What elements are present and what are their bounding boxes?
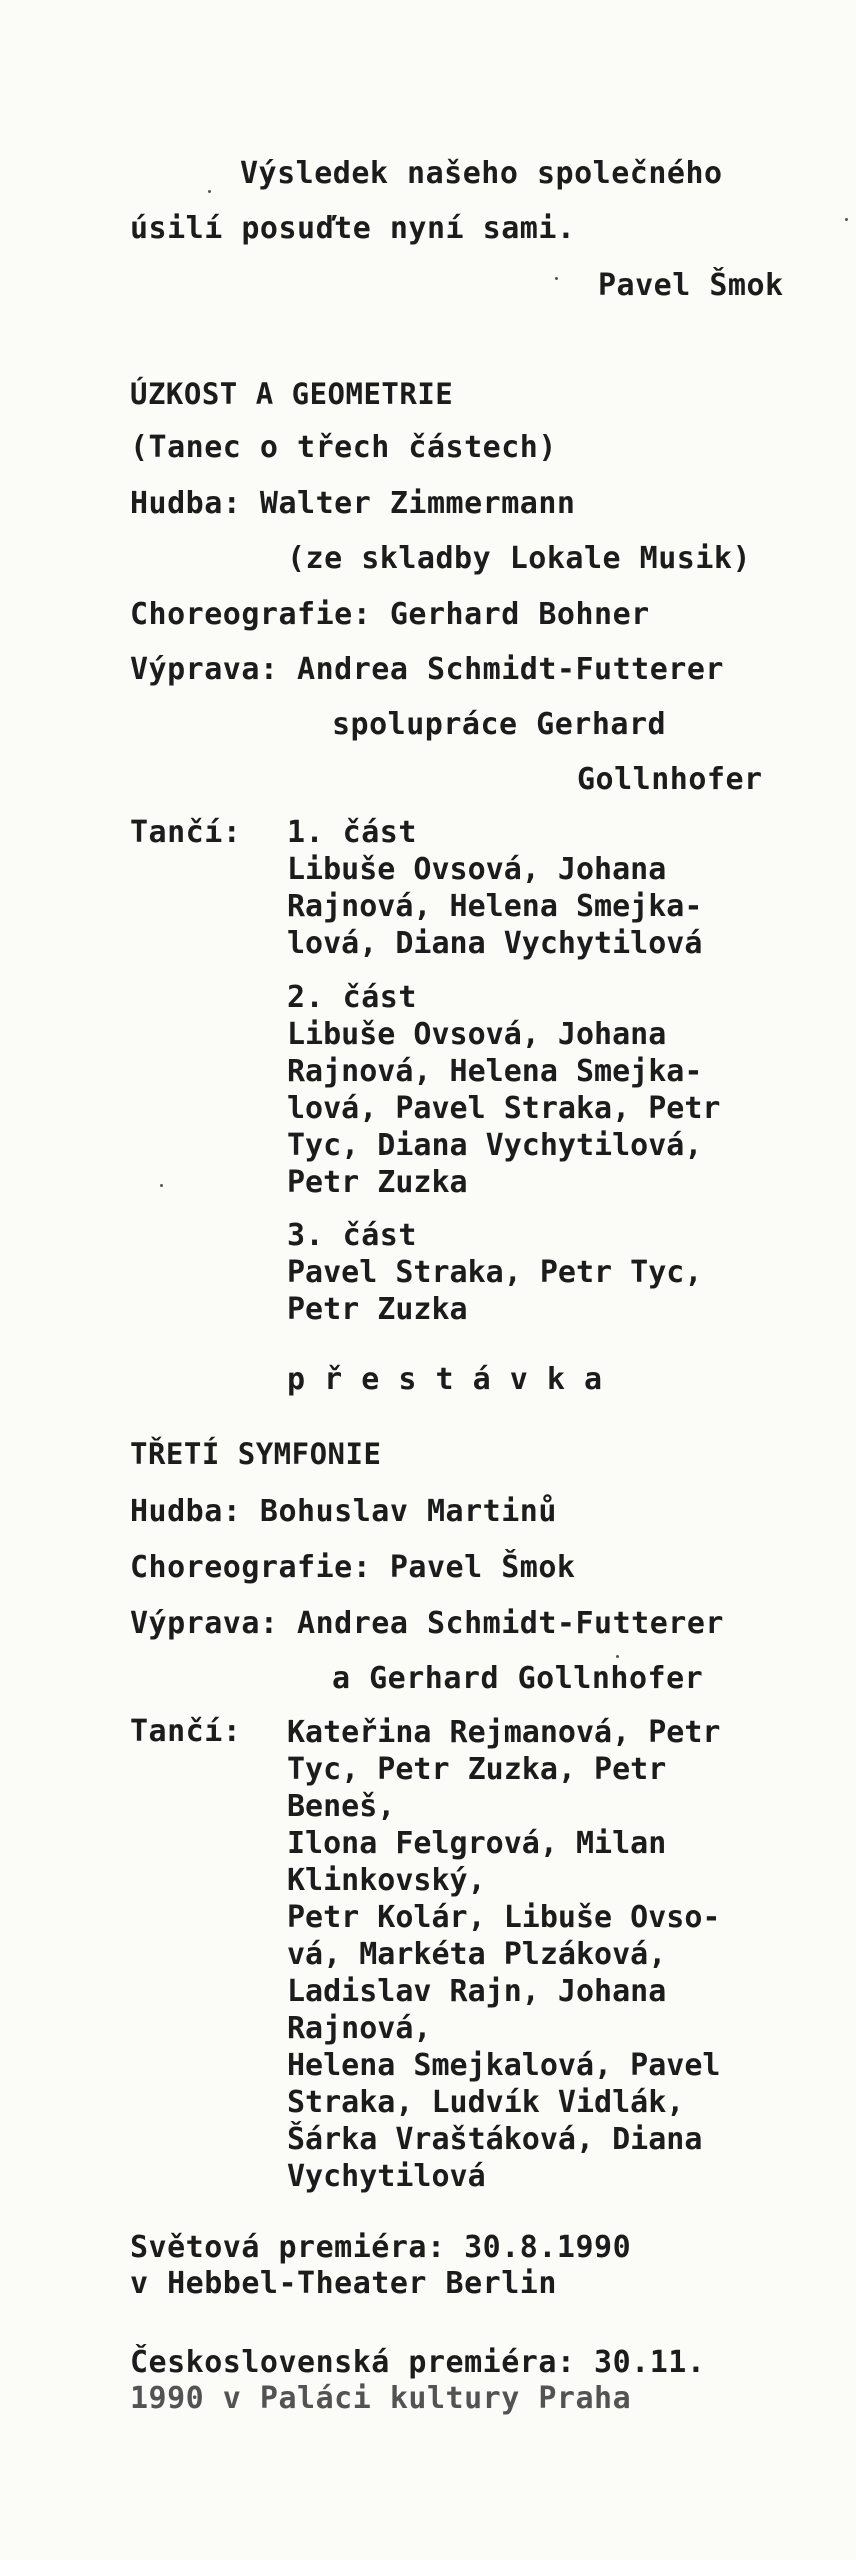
piece1-title: ÚZKOST A GEOMETRIE — [130, 377, 454, 411]
cs-premiere-line-1: Československá premiéra: 30.11. — [130, 2345, 706, 2380]
piece1-part3-label: 3. část — [287, 1218, 417, 1253]
cast-line: Beneš, — [287, 1789, 396, 1824]
cast-line: Klinkovský, — [287, 1863, 486, 1898]
cast-line: Tyc, Petr Zuzka, Petr — [287, 1752, 667, 1787]
piece1-part1-label: 1. část — [287, 815, 417, 850]
cast-line: vá, Markéta Plzáková, — [287, 1937, 667, 1972]
piece1-design-2: spolupráce Gerhard — [332, 707, 667, 742]
cast-line: Libuše Ovsová, Johana — [287, 852, 667, 887]
piece1-design-3: Gollnhofer — [577, 762, 763, 797]
intermission: p ř e s t á v k a — [287, 1362, 603, 1397]
world-premiere-line-2: v Hebbel-Theater Berlin — [130, 2266, 557, 2301]
intro-line-1: Výsledek našeho společného — [240, 156, 723, 191]
piece1-part3-cast — [287, 1254, 702, 1328]
cast-line: Rajnová, — [287, 2011, 432, 2046]
piece1-part2-cast — [287, 1016, 720, 1201]
cast-line: Rajnová, Helena Smejka- — [287, 889, 703, 924]
intro-line-2: úsilí posuďte nyní sami. — [130, 211, 576, 246]
piece1-subtitle: (Tanec o třech částech) — [130, 430, 557, 465]
cast-line: Petr Zuzka — [287, 1292, 468, 1327]
world-premiere-line-1: Světová premiéra: 30.8.1990 — [130, 2230, 632, 2265]
piece1-dancers-label: Tančí: — [130, 815, 242, 850]
cast-line: Straka, Ludvík Vidlák, — [287, 2085, 685, 2120]
cast-line: Pavel Straka, Petr Tyc, — [287, 1255, 703, 1290]
paper-speck — [208, 190, 211, 193]
piece2-music: Hudba: Bohuslav Martinů — [130, 1494, 557, 1529]
cast-line: Rajnová, Helena Smejka- — [287, 1054, 703, 1089]
paper-speck — [616, 1655, 619, 1658]
piece1-design: Výprava: Andrea Schmidt-Futterer — [130, 652, 724, 687]
cast-line: Vychytilová — [287, 2159, 486, 2194]
piece2-cast — [287, 1714, 720, 2195]
cast-line: Tyc, Diana Vychytilová, — [287, 1128, 703, 1163]
cast-line: Kateřina Rejmanová, Petr — [287, 1715, 721, 1750]
cs-premiere-line-2: 1990 v Paláci kultury Praha — [130, 2381, 632, 2416]
piece2-title: TŘETÍ SYMFONIE — [130, 1437, 382, 1471]
piece2-design: Výprava: Andrea Schmidt-Futterer — [130, 1606, 724, 1641]
cast-line: Šárka Vraštáková, Diana — [287, 2122, 703, 2157]
piece2-dancers-label: Tančí: — [130, 1714, 242, 1749]
piece1-part2-label: 2. část — [287, 980, 417, 1015]
paper-speck — [160, 1184, 163, 1187]
cast-line: Libuše Ovsová, Johana — [287, 1017, 667, 1052]
cast-line: Ilona Felgrová, Milan — [287, 1826, 667, 1861]
piece2-design-2: a Gerhard Gollnhofer — [332, 1661, 704, 1696]
piece1-part1-cast — [287, 851, 702, 962]
cast-line: Petr Zuzka — [287, 1165, 468, 1200]
cast-line: Petr Kolár, Libuše Ovso- — [287, 1900, 721, 1935]
piece1-music: Hudba: Walter Zimmermann — [130, 486, 576, 521]
cast-line: lová, Diana Vychytilová — [287, 926, 703, 961]
intro-author: Pavel Šmok — [598, 268, 784, 303]
cast-line: Ladislav Rajn, Johana — [287, 1974, 667, 2009]
paper-speck — [555, 277, 558, 280]
piece2-choreography: Choreografie: Pavel Šmok — [130, 1550, 576, 1585]
paper-speck — [845, 218, 848, 221]
piece1-music-note: (ze skladby Lokale Musik) — [287, 541, 752, 576]
piece1-choreography: Choreografie: Gerhard Bohner — [130, 597, 650, 632]
cast-line: Helena Smejkalová, Pavel — [287, 2048, 721, 2083]
cast-line: lová, Pavel Straka, Petr — [287, 1091, 721, 1126]
